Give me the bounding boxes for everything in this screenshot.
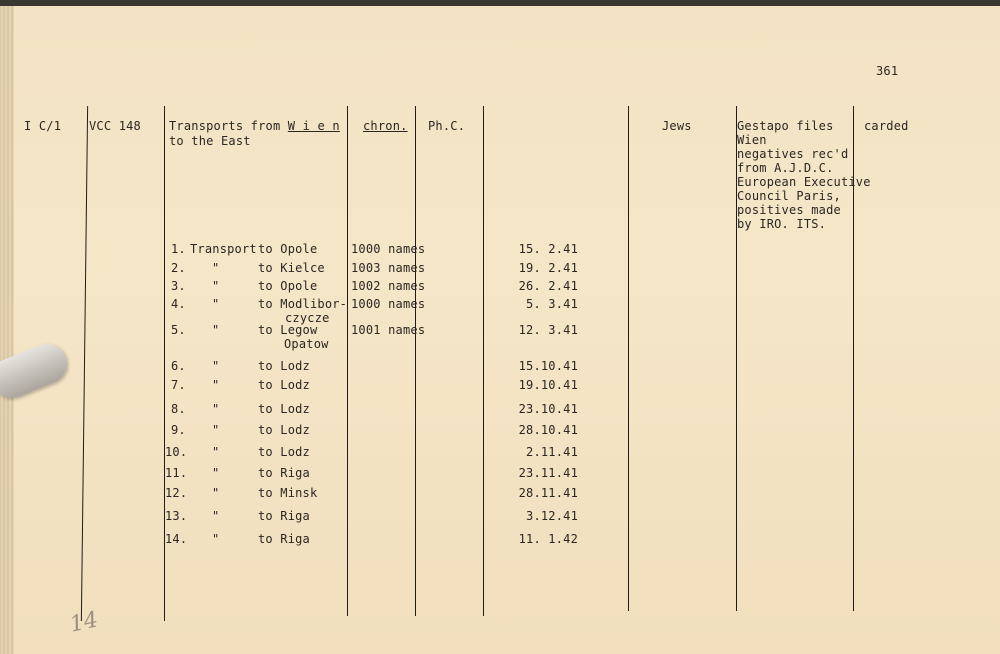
phc-header: Ph.C. — [428, 119, 466, 133]
transport-date: 11. 1.42 — [518, 532, 578, 546]
column-rule-3 — [347, 106, 348, 616]
gestapo-line: negatives rec'd — [737, 147, 849, 161]
transport-number: 4. — [171, 297, 186, 311]
gestapo-line: from A.J.D.C. — [737, 161, 834, 175]
transport-number: 13. — [165, 509, 188, 523]
transport-date: 5. 3.41 — [526, 297, 578, 311]
transport-destination: to Lodz — [258, 359, 310, 373]
transport-date: 23.10.41 — [518, 402, 578, 416]
gestapo-line: Gestapo files — [737, 119, 834, 133]
transport-number: 3. — [171, 279, 186, 293]
ditto-mark: " — [212, 359, 220, 373]
ditto-mark: " — [212, 445, 220, 459]
transport-names-count: 1000 names — [351, 242, 426, 256]
ditto-mark: " — [212, 466, 220, 480]
transport-date: 3.12.41 — [526, 509, 578, 523]
jews-header: Jews — [662, 119, 692, 133]
record-title-line1 — [169, 119, 340, 134]
transport-destination: to Minsk — [258, 486, 318, 500]
transport-destination: to Riga — [258, 532, 310, 546]
pencil-mark: 14 — [67, 607, 101, 638]
transport-number: 2. — [171, 261, 186, 275]
transport-number: 7. — [171, 378, 186, 392]
page-number: 361 — [876, 64, 899, 78]
ditto-mark: " — [212, 509, 220, 523]
transport-destination: to Modlibor- — [258, 297, 348, 311]
gestapo-line: European Executive — [737, 175, 871, 189]
transport-label: Transport — [190, 242, 257, 256]
transport-destination: to Lodz — [258, 423, 310, 437]
title-prefix: Transports from — [169, 119, 288, 133]
transport-destination-cont: czycze — [285, 311, 330, 325]
ditto-mark: " — [212, 261, 220, 275]
transport-number: 14. — [165, 532, 188, 546]
transport-date: 28.11.41 — [518, 486, 578, 500]
ditto-mark: " — [212, 402, 220, 416]
column-rule-6 — [628, 106, 629, 611]
transport-number: 12. — [165, 486, 188, 500]
transport-destination: to Opole — [258, 242, 318, 256]
ditto-mark: " — [212, 486, 220, 500]
transport-number: 8. — [171, 402, 186, 416]
ditto-mark: " — [212, 297, 220, 311]
gestapo-line: Wien — [737, 133, 767, 147]
transport-date: 12. 3.41 — [518, 323, 578, 337]
transport-number: 9. — [171, 423, 186, 437]
transport-names-count: 1001 names — [351, 323, 426, 337]
transport-destination: to Riga — [258, 509, 310, 523]
transport-date: 19. 2.41 — [518, 261, 578, 275]
transport-destination: to Lodz — [258, 445, 310, 459]
transport-date: 28.10.41 — [518, 423, 578, 437]
vcc-number: VCC 148 — [89, 119, 141, 133]
column-rule-1 — [81, 106, 88, 621]
transport-destination: to Lodz — [258, 402, 310, 416]
gestapo-line: Council Paris, — [737, 189, 841, 203]
transport-date: 15. 2.41 — [518, 242, 578, 256]
transport-date: 15.10.41 — [518, 359, 578, 373]
document-page — [0, 6, 1000, 654]
transport-date: 2.11.41 — [526, 445, 578, 459]
title-place: W i e n — [287, 119, 340, 133]
transport-destination: to Riga — [258, 466, 310, 480]
record-title-line2: to the East — [169, 134, 251, 148]
transport-number: 1. — [171, 242, 186, 256]
ditto-mark: " — [212, 532, 220, 546]
ditto-mark: " — [212, 279, 220, 293]
transport-destination: to Lodz — [258, 378, 310, 392]
chron-header: chron. — [363, 119, 408, 133]
gestapo-line: by IRO. ITS. — [737, 217, 827, 231]
transport-number: 6. — [171, 359, 186, 373]
transport-names-count: 1002 names — [351, 279, 426, 293]
ditto-mark: " — [212, 323, 220, 337]
transport-destination: to Kielce — [258, 261, 325, 275]
transport-date: 19.10.41 — [518, 378, 578, 392]
transport-number: 11. — [165, 466, 188, 480]
column-rule-5 — [483, 106, 484, 616]
transport-destination-cont: Opatow — [284, 337, 329, 351]
transport-number: 5. — [171, 323, 186, 337]
transport-names-count: 1003 names — [351, 261, 426, 275]
transport-date: 23.11.41 — [518, 466, 578, 480]
carded-header: carded — [864, 119, 909, 133]
transport-number: 10. — [165, 445, 188, 459]
transport-names-count: 1000 names — [351, 297, 426, 311]
transport-date: 26. 2.41 — [518, 279, 578, 293]
column-rule-4 — [415, 106, 416, 616]
binding-edge — [0, 6, 14, 654]
ditto-mark: " — [212, 423, 220, 437]
transport-destination: to Opole — [258, 279, 318, 293]
record-code: I C/1 — [24, 119, 62, 133]
ditto-mark: " — [212, 378, 220, 392]
gestapo-line: positives made — [737, 203, 841, 217]
transport-destination: to Legow — [258, 323, 318, 337]
